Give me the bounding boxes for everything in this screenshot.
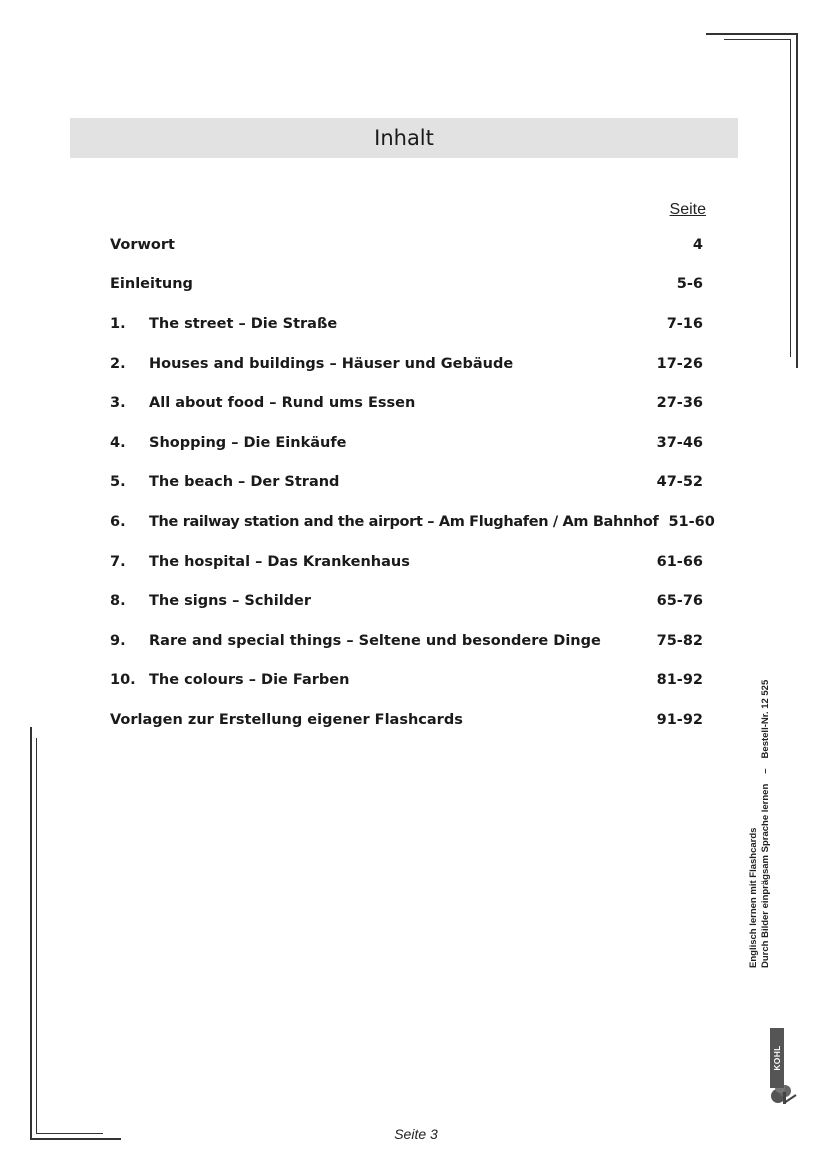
title-bar	[70, 118, 738, 158]
toc-entry-title: The hospital – Das Krankenhaus	[149, 554, 410, 570]
toc-entry-pages: 81-92	[656, 672, 703, 688]
toc-entry-title: Vorwort	[110, 237, 175, 253]
imprint-order-number: Bestell-Nr. 12 525	[760, 679, 771, 759]
toc-entry-number: 7.	[110, 554, 126, 570]
toc-entry	[110, 633, 703, 655]
toc-entry-title: Rare and special things – Seltene und besondere Dinge	[149, 633, 601, 649]
imprint-separator: –	[760, 768, 771, 774]
page-column-label: Seite	[669, 201, 706, 218]
frame-line	[796, 33, 798, 368]
toc-entry	[110, 356, 703, 378]
toc-entry	[110, 554, 703, 576]
toc-entry-title: All about food – Rund ums Essen	[149, 395, 416, 411]
toc-entry-number: 10.	[110, 672, 136, 688]
toc-entry	[110, 593, 703, 615]
toc-entry	[110, 672, 703, 694]
toc-entry	[110, 435, 703, 457]
publisher-name: KOHL VERLAG	[770, 1028, 784, 1088]
frame-line	[30, 727, 32, 1139]
toc-entry-pages: 65-76	[656, 593, 703, 609]
toc-entry-number: 2.	[110, 356, 126, 372]
toc-entry-title: The colours – Die Farben	[149, 672, 350, 688]
toc-entry-title: Houses and buildings – Häuser und Gebäude	[149, 356, 514, 372]
toc-entry-pages: 4	[692, 237, 703, 253]
frame-line	[36, 738, 37, 1134]
toc-entry-title: Vorlagen zur Erstellung eigener Flashcards	[110, 712, 463, 728]
toc-entry-number: 6.	[110, 514, 126, 530]
page-number: Seite 3	[394, 1126, 438, 1142]
toc-entry-pages: 5-6	[676, 276, 703, 292]
imprint-book-title: Englisch lernen mit Flashcards	[748, 827, 759, 968]
toc-entry-pages: 7-16	[666, 316, 703, 332]
toc-entry-title: The railway station and the airport – Am Flughafen / Am Bahnhof	[149, 514, 659, 530]
frame-line	[724, 39, 791, 40]
toc-entry-number: 4.	[110, 435, 126, 451]
toc-entry-title: Shopping – Die Einkäufe	[149, 435, 347, 451]
toc-entry-number: 1.	[110, 316, 126, 332]
frame-line	[790, 39, 791, 357]
toc-entry-number: 3.	[110, 395, 126, 411]
toc-entry-title: The street – Die Straße	[149, 316, 338, 332]
toc-entry-pages: 51-60	[668, 514, 715, 530]
imprint-book-subtitle: Durch Bilder einprägsam Sprache lernen	[760, 783, 771, 968]
toc-entry-pages: 47-52	[656, 474, 703, 490]
toc-entry-number: 5.	[110, 474, 126, 490]
toc-entry-title: The beach – Der Strand	[149, 474, 340, 490]
toc-entry-pages: 17-26	[656, 356, 703, 372]
toc-entry	[110, 474, 703, 496]
toc-entry	[110, 712, 703, 734]
frame-line	[706, 33, 797, 35]
toc-entry-pages: 91-92	[656, 712, 703, 728]
toc-entry-pages: 27-36	[656, 395, 703, 411]
toc-entry-pages: 37-46	[656, 435, 703, 451]
toc-entry-title: Einleitung	[110, 276, 193, 292]
toc-entry-number: 9.	[110, 633, 126, 649]
side-imprint	[748, 468, 782, 968]
toc-entry	[110, 316, 703, 338]
toc-entry	[110, 395, 703, 417]
page-title: Inhalt	[374, 126, 434, 150]
toc-entry	[110, 276, 703, 298]
toc-entry-pages: 61-66	[656, 554, 703, 570]
toc-entry-pages: 75-82	[656, 633, 703, 649]
toc-entry	[110, 514, 715, 536]
toc-entry-title: The signs – Schilder	[149, 593, 312, 609]
toc-entry-number: 8.	[110, 593, 126, 609]
toc-entry	[110, 237, 703, 259]
